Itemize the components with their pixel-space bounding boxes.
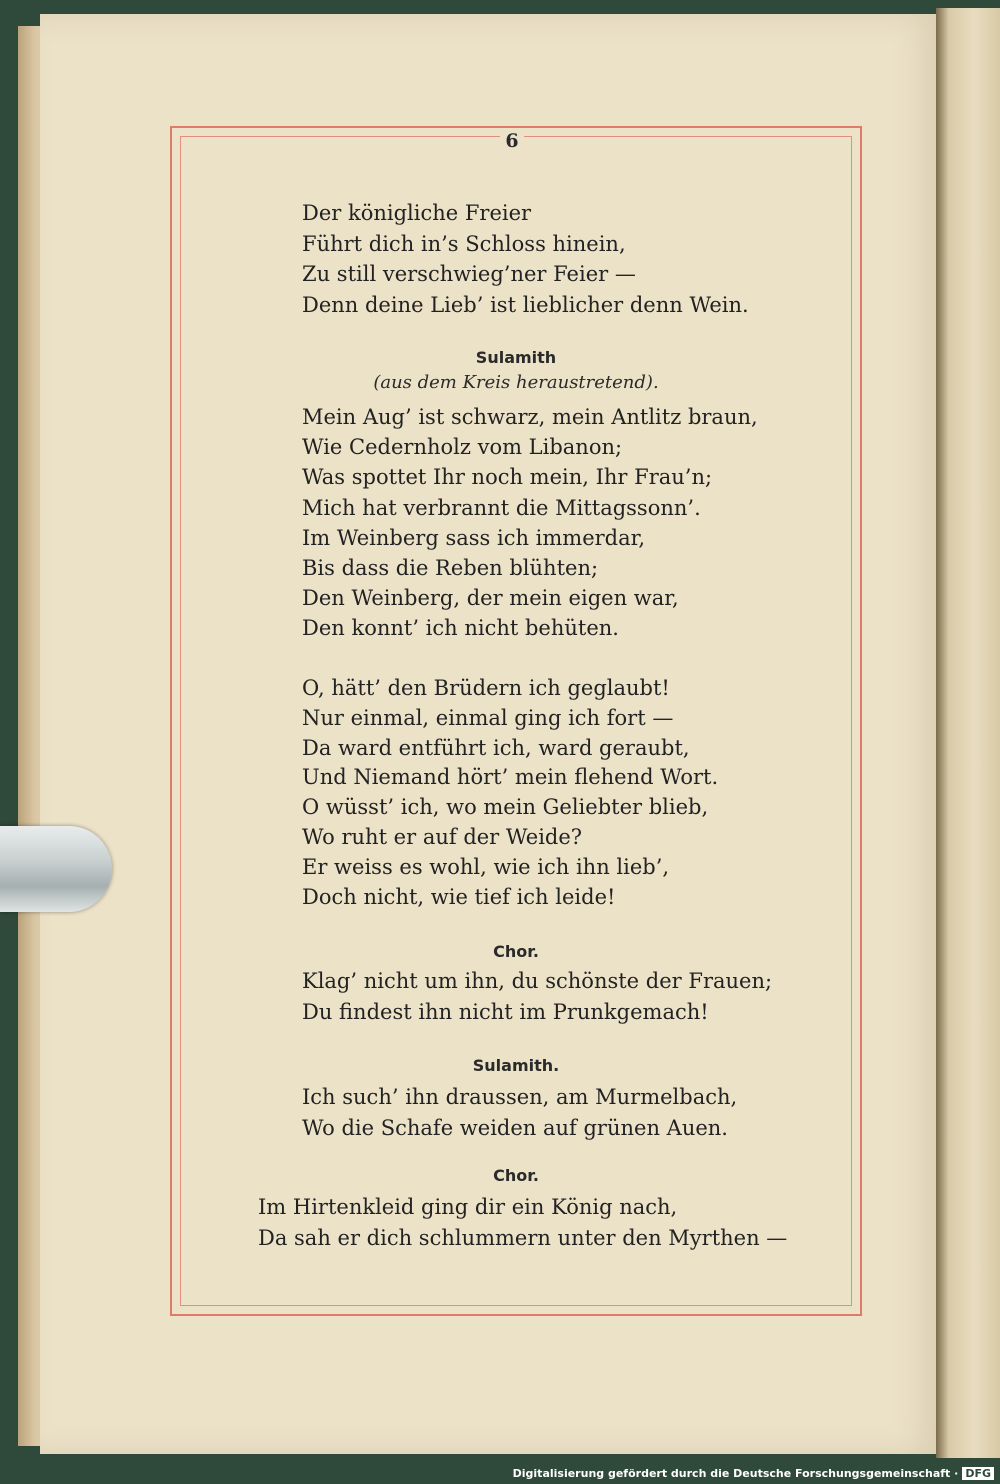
stanza-2 <box>302 402 758 644</box>
stanza-6 <box>258 1192 787 1254</box>
speaker-heading: Sulamith. <box>472 1056 560 1075</box>
page-number: 6 <box>500 130 524 152</box>
verse-line: Nur einmal, einmal ging ich fort — <box>302 705 674 730</box>
speaker-heading: Chor. <box>493 942 539 961</box>
verse-line: Den konnt’ ich nicht behüten. <box>302 616 619 641</box>
stanza-3 <box>302 674 718 912</box>
verse-line: Du findest ihn nicht im Prunkgemach! <box>302 1000 709 1024</box>
verse-line: Da ward entführt ich, ward geraubt, <box>302 735 690 760</box>
verse-line: Mein Aug’ ist schwarz, mein Antlitz braun, <box>302 405 758 429</box>
stanza-1 <box>302 198 749 320</box>
verse-line: Im Weinberg sass ich immerdar, <box>302 525 646 550</box>
verse-line: Und Niemand hört’ mein flehend Wort. <box>302 765 719 790</box>
page-clip <box>0 826 112 912</box>
verse-line: Den Weinberg, der mein eigen war, <box>302 586 679 611</box>
verse-line: O, hätt’ den Brüdern ich geglaubt! <box>302 676 670 700</box>
stanza-5 <box>302 1082 737 1144</box>
verse-line: O wüsst’ ich, wo mein Geliebter blieb, <box>302 795 709 820</box>
verse-line: Der königliche Freier <box>302 201 532 225</box>
verse-line: Da sah er dich schlummern unter den Myrthen — <box>258 1226 788 1250</box>
verse-line: Im Hirtenkleid ging dir ein König nach, <box>258 1195 678 1219</box>
stanza-4 <box>302 966 772 1028</box>
speaker-heading: Chor. <box>493 1166 539 1185</box>
verse-line: Klag’ nicht um ihn, du schönste der Frauen; <box>302 969 773 993</box>
stage-direction: (aus dem Kreis heraustretend). <box>373 372 659 393</box>
verse-line: Wie Cedernholz vom Libanon; <box>302 435 623 460</box>
verse-line: Denn deine Lieb’ ist lieblicher denn Wein. <box>302 292 749 317</box>
verse-line: Er weiss es wohl, wie ich ihn lieb’, <box>302 854 670 879</box>
verse-line: Doch nicht, wie tief ich leide! <box>302 884 616 909</box>
verse-line: Bis dass die Reben blühten; <box>302 556 599 581</box>
dfg-logo: DFG <box>962 1467 994 1480</box>
verse-line: Mich hat verbrannt die Mittagssonn’. <box>302 495 701 520</box>
verse-line: Wo die Schafe weiden auf grünen Auen. <box>302 1116 728 1140</box>
speaker-heading: Sulamith <box>475 348 557 367</box>
verse-line: Was spottet Ihr noch mein, Ihr Frau’n; <box>302 465 713 490</box>
credit-text: Digitalisierung gefördert durch die Deutsche Forschungsgemeinschaft · <box>512 1467 959 1480</box>
verse-line: Zu still verschwieg’ner Feier — <box>302 262 636 286</box>
facing-page-edge <box>936 8 1000 1458</box>
verse-line: Führt dich in’s Schloss hinein, <box>302 231 626 256</box>
verse-line: Wo ruht er auf der Weide? <box>302 824 583 849</box>
verse-line: Ich such’ ihn draussen, am Murmelbach, <box>302 1085 738 1109</box>
digitization-credit <box>513 1467 994 1480</box>
